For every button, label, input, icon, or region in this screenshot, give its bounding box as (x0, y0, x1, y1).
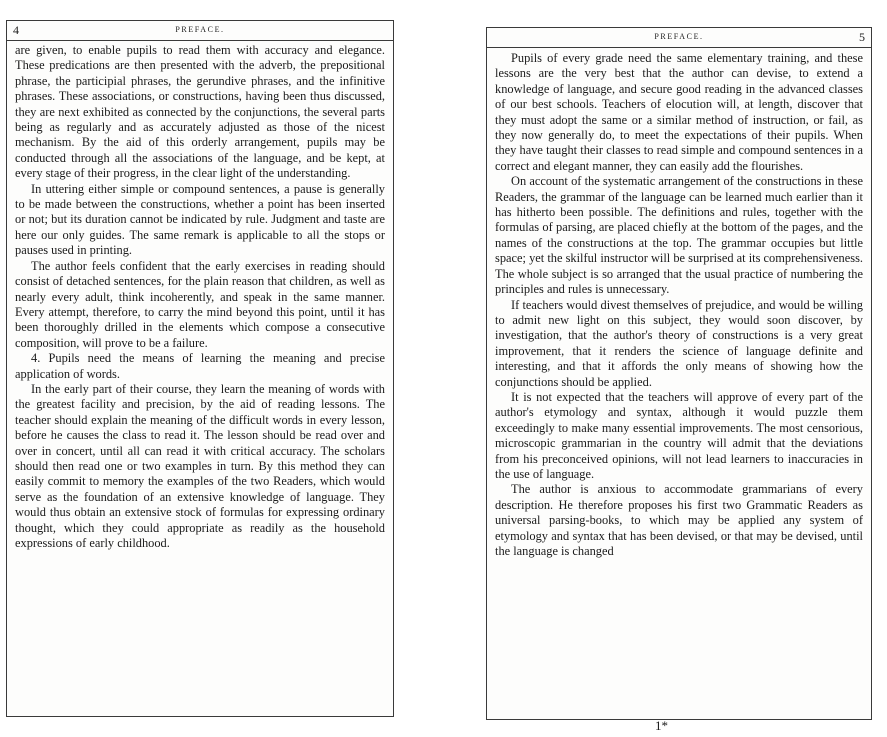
paragraph: In the early part of their course, they learn the meaning of words with the greatest facility and precision, by the aid of reading lessons. The teacher should explain the meaning of the difficult words in every lesson, before he causes the class to read it. The lesson should be read over and over in concert, until all can read it with critical accuracy. The scholars should then read one or two examples in turn. By this method they can easily commit to memory the examples of the two Readers, which would serve as the foundation of an extensive knowledge of language. They would thus obtain an extensive stock of formulas for expressing ordinary thought, which they could appropriate as readily as the household expressions of early childhood. (15, 381, 385, 550)
page-number: 5 (859, 30, 865, 44)
paragraph: The author is anxious to accommodate grammarians of every description. He therefore proposes his first two Grammatic Readers as universal parsing-books, to which may be applied any system of etymology and syntax that has been devised, or that may be devised, until the language is changed (495, 482, 863, 558)
body-text (15, 43, 385, 551)
left-page (6, 20, 394, 717)
paragraph: The author feels confident that the early exercises in reading should consist of detached sentences, for the plain reason that children, as well as nearly every adult, think incoherently, and speak in the same manner. Every attempt, therefore, to carry the mind beyond this point, until it has been thoroughly drilled in the elements which compose a consecutive composition, will prove to be a failure. (15, 258, 385, 350)
running-head (7, 21, 393, 41)
running-head-title: PREFACE. (175, 25, 225, 34)
running-head-title: PREFACE. (654, 32, 704, 41)
paragraph: In uttering either simple or compound sentences, a pause is generally to be made between the constructions, whether a point has been inserted or not; but its duration cannot be indicated by rule. Judgment and taste are here our only guides. The same remark is applicable to all the stops or pauses used in printing. (15, 181, 385, 258)
right-page (486, 27, 872, 720)
paragraph: Pupils of every grade need the same elementary training, and these lessons are the very best that the author can devise, to extend a knowledge of language, and secure good reading in the advanced classes of our best schools. Teachers of elocution will, at length, discover that they must adopt the same or a similar method of instruction, or fail, as they now generally do, to meet the expectations of their pupils. When they have taught their classes to read simple and compound sentences in a correct and elegant manner, they can easily add the flourishes. (495, 51, 863, 173)
body-text (495, 51, 863, 559)
paragraph: 4. Pupils need the means of learning the meaning and precise application of words. (15, 351, 385, 381)
paragraph: If teachers would divest themselves of prejudice, and would be willing to admit new light on this subject, they would soon discover, by investigation, that the author's theory of constructions is a very great improvement, that it renders the science of language definite and interesting, and that it affords the only means of showing how the conjunctions should be applied. (495, 297, 863, 389)
signature-mark: 1* (655, 718, 668, 733)
paragraph: It is not expected that the teachers will approve of every part of the author's etymology and syntax, although it would puzzle them exceedingly to make many essential improvements. The most censorious, microscopic grammarian in the country will admit that the deviations from his preconceived opinions, will not lead learners to inaccuracies in the use of language. (495, 389, 863, 481)
running-head (487, 28, 871, 48)
paragraph: are given, to enable pupils to read them with accuracy and elegance. These predications are then presented with the adverb, the prepositional phrase, the participial phrases, the gerundive phrases, and the infinitive phrases. These associations, or constructions, having been thus discussed, they are next exhibited as connected by the conjunctions, the several parts being as regularly and as accurately adjusted as those of the nicest mechanism. By the aid of this orderly arrangement, pupils may be conducted through all the associations of the language, and be kept, at every stage of their progress, in the clear light of the understanding. (15, 43, 385, 181)
paragraph: On account of the systematic arrangement of the constructions in these Readers, the grammar of the language can be learned much earlier than it has hitherto been possible. The definitions and rules, together with the formulas of parsing, are placed chiefly at the bottom of the pages, and the names of the constructions at the top. The grammar occupies but little space; yet the skilful instructor will be surprised at its comprehensiveness. The whole subject is so arranged that the usual practice of numbering the principles and rules is unnecessary. (495, 174, 863, 297)
page-number: 4 (13, 23, 19, 37)
